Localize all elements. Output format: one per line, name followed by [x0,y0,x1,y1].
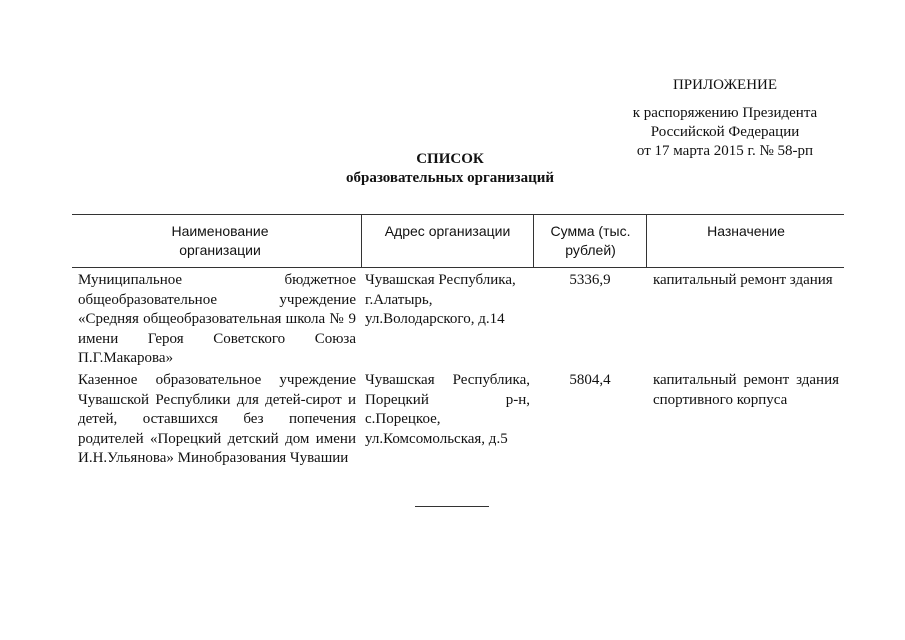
appendix-block [600,76,850,161]
column-separator-1 [361,215,362,267]
header-address: Адрес организации [384,223,511,239]
column-separator-2 [533,215,534,267]
row-1-purpose: капитальный ремонт здания [653,272,833,288]
header-sum: Сумма (тыс. рублей) [550,223,631,258]
document-title [300,150,600,188]
header-purpose: Назначение [707,223,785,239]
title-sub: образовательных организаций [346,170,554,186]
row-1-address: Чувашская Республика, г.Алатырь, ул.Володарского, д.14 [365,272,516,327]
row-2-address: Чувашская Республика, Порецкий р-н, с.Порецкое, ул.Комсомольская, д.5 [365,372,530,447]
row-1-name: Муниципальное бюджетное общеобразовательное учреждение «Средняя общеобразовательная школа № 9 имени Героя Советского Союза П.Г.Макарова» [78,272,356,366]
row-2-name: Казенное образовательное учреждение Чувашской Республики для детей-сирот и детей, оставшихся без попечения родителей «Порецкий детский дом имени И.Н.Ульянова» Минобразования Чувашии [78,372,356,466]
appendix-line-1: к распоряжению Президента [632,105,818,121]
appendix-label: ПРИЛОЖЕНИЕ [672,77,778,93]
title-main: СПИСОК [416,151,484,167]
table-header-bottom-rule [72,267,844,268]
table-top-rule [72,214,844,215]
row-2-purpose: капитальный ремонт здания спортивного корпуса [653,372,839,408]
appendix-line-3: от 17 марта 2015 г. № 58-рп [636,143,814,159]
appendix-line-2: Российской Федерации [650,124,800,140]
end-rule [415,506,489,507]
column-separator-3 [646,215,647,267]
row-2-sum: 5804,4 [569,372,611,388]
header-name: Наименование организации [171,223,269,258]
row-1-sum: 5336,9 [569,272,611,288]
